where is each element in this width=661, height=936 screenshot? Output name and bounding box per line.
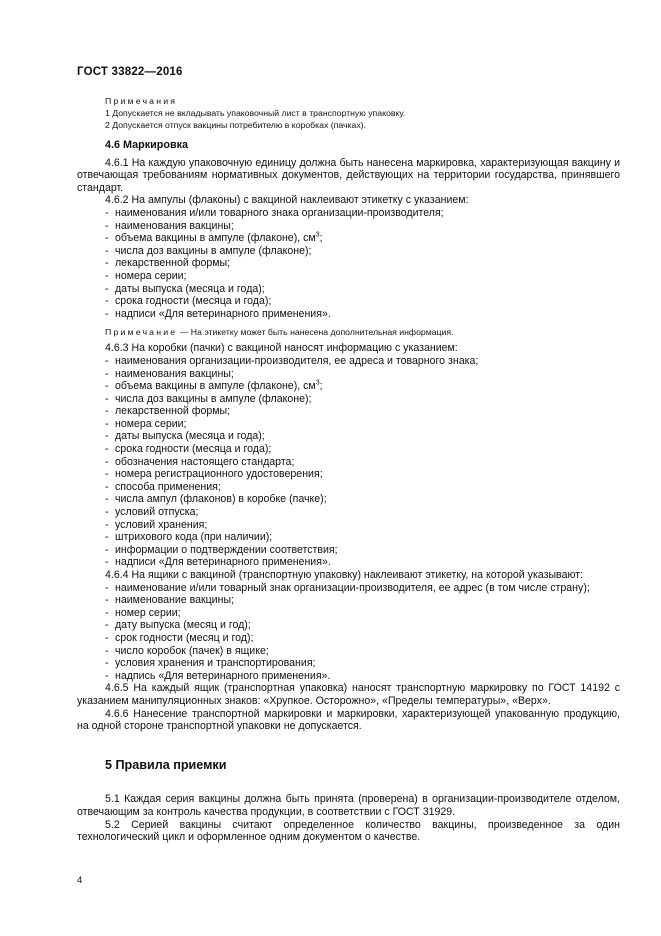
paragraph-4-6-1: 4.6.1 На каждую упаковочную единицу должна быть нанесена маркировка, характеризующая вакцину и отвечающая требованиям нормативных документов, действующих на территории государства, принявшего стандарт. xyxy=(77,156,620,194)
list-item: - наименование и/или товарный знак организации-производителя, ее адрес (в том числе страну); xyxy=(105,581,590,594)
list-item: - срок годности (месяц и год); xyxy=(105,631,254,644)
list-item: - объема вакцины в ампуле (флаконе), $см^3$; xyxy=(105,379,323,393)
list-item: - информации о подтверждении соответствия; xyxy=(105,543,338,556)
list-item: - штрихового кода (при наличии); xyxy=(105,531,273,544)
list-item: - наименования организации-производителя, ее адреса и товарного знака; xyxy=(105,354,479,367)
list-4-6-2 xyxy=(77,207,620,320)
list-item: - даты выпуска (месяца и года); xyxy=(105,282,265,295)
list-item: - число коробок (пачек) в ящике; xyxy=(105,644,269,657)
list-item: - даты выпуска (месяца и года); xyxy=(105,430,265,443)
list-item: - наименования и/или товарного знака организации-производителя; xyxy=(105,206,444,219)
list-item: - номера регистрационного удостоверения; xyxy=(105,468,323,481)
paragraph-4-6-5: 4.6.5 На каждый ящик (транспортная упаковка) наносят транспортную маркировку по ГОСТ 14192 с указанием манипуляционных знаков: «Хрупкое. Осторожно», «Пределы температуры», «Верх». xyxy=(77,682,620,707)
note-item: 1 Допускается не вкладывать упаковочный лист в транспортную упаковку. xyxy=(105,108,406,118)
paragraph-4-6-3: 4.6.3 На коробки (пачки) с вакциной наносят информацию с указанием: xyxy=(105,342,458,355)
list-item: - надписи «Для ветеринарного применения». xyxy=(105,556,331,569)
list-item: - числа доз вакцины в ампуле (флаконе); xyxy=(105,392,312,405)
list-item: - срока годности (месяца и года); xyxy=(105,443,272,456)
list-item: - числа доз вакцины в ампуле (флаконе); xyxy=(105,244,312,257)
note-item: 2 Допускается отпуск вакцины потребителю в коробках (пачках). xyxy=(105,120,366,130)
list-item: - обозначения настоящего стандарта; xyxy=(105,455,295,468)
list-item: - номер серии; xyxy=(105,606,181,619)
list-item: - наименования вакцины; xyxy=(105,367,234,380)
section-heading-4-6: 4.6 Маркировка xyxy=(105,139,189,151)
list-item: - числа ампул (флаконов) в коробке (пачке); xyxy=(105,493,327,506)
list-item: - лекарственной формы; xyxy=(105,405,231,418)
page-number: 4 xyxy=(77,875,83,886)
list-item: - номера серии; xyxy=(105,269,187,282)
list-item: - условия хранения и транспортирования; xyxy=(105,657,316,670)
paragraph-4-6-4: 4.6.4 На ящики с вакциной (транспортную упаковку) наклеивают этикетку, на которой указывают: xyxy=(105,569,583,581)
paragraph-4-6-6: 4.6.6 Нанесение транспортной маркировки и маркировки, характеризующей упакованную продукцию, на одной стороне транспортной упаковки не допускается. xyxy=(77,707,620,733)
notes-title: Примечания xyxy=(105,96,178,106)
section-heading-5: 5 Правила приемки xyxy=(105,757,227,772)
list-item: - объема вакцины в ампуле (флаконе), $см^3$; xyxy=(105,231,323,245)
list-item: - номера серии; xyxy=(105,417,187,430)
list-item: - наименования вакцины; xyxy=(105,219,234,232)
paragraph-4-6-2: 4.6.2 На ампулы (флаконы) с вакциной наклеивают этикетку с указанием: xyxy=(105,194,469,207)
list-4-6-4 xyxy=(77,582,620,683)
list-4-6-3 xyxy=(77,355,620,569)
paragraph-5-2: 5.2 Серией вакцины считают определенное количество вакцины, произведенное за один технологический цикл и оформленное одним документом о качестве. xyxy=(77,818,620,844)
list-item: - срока годности (месяца и года); xyxy=(105,295,272,308)
list-item: - лекарственной формы; xyxy=(105,257,231,270)
inline-note: Примечание — На этикетку может быть нанесена дополнительная информация. xyxy=(105,327,454,338)
paragraph-5-1: 5.1 Каждая серия вакцины должна быть принята (проверена) в организации-производителе отделом, отвечающим за контроль качества продукции, в соответствии с ГОСТ 31929. xyxy=(77,793,620,818)
list-item: - условий хранения; xyxy=(105,518,208,531)
document-body xyxy=(77,95,620,844)
list-item: - дату выпуска (месяц и год); xyxy=(105,619,251,632)
document-header: ГОСТ 33822—2016 xyxy=(77,66,183,78)
list-item: - надписи «Для ветеринарного применения». xyxy=(105,307,331,320)
list-item: - способа применения; xyxy=(105,480,221,493)
list-item: - наименование вакцины; xyxy=(105,594,235,607)
list-item: - условий отпуска; xyxy=(105,506,199,519)
list-item: - надпись «Для ветеринарного применения». xyxy=(105,669,331,682)
